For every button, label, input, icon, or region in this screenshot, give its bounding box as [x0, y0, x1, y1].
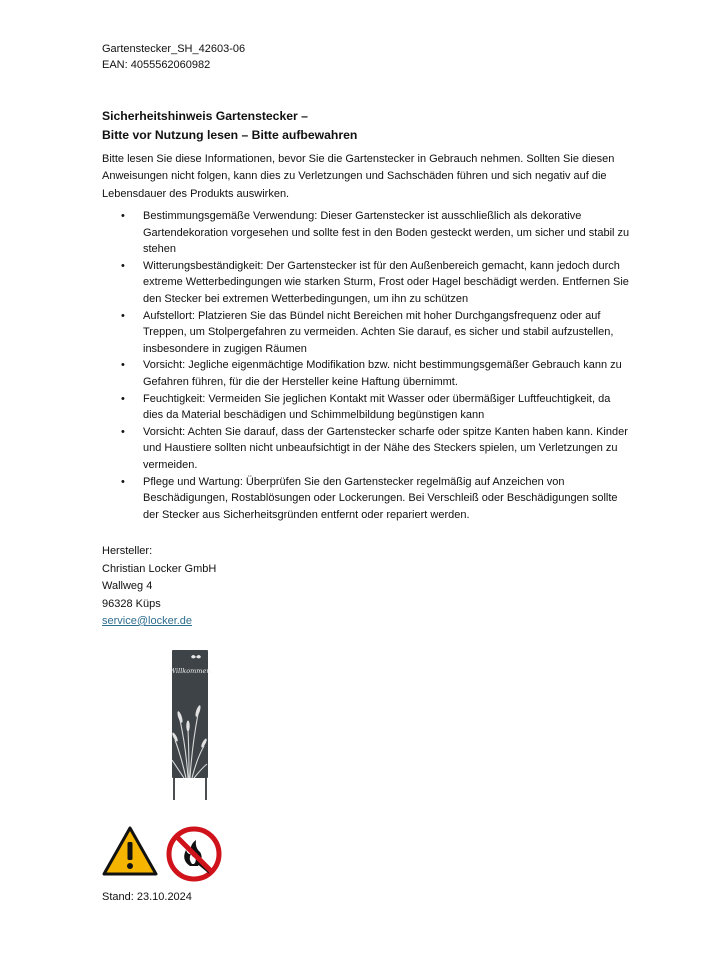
document-identifiers	[102, 41, 245, 73]
title-line-1: Sicherheitshinweis Gartenstecker –	[102, 109, 308, 123]
bullet-icon: •	[121, 309, 125, 322]
garden-stake-product-image	[166, 648, 214, 800]
bullet-icon: •	[121, 392, 125, 405]
list-item: • Vorsicht: Jegliche eigenmächtige Modifikation bzw. nicht bestimmungsgemäßer Gebrauch kann zu Gefahren führen, für die der Hersteller keine Haftung übernimmt.	[121, 359, 622, 388]
list-item: • Aufstellort: Platzieren Sie das Bündel nicht Bereichen mit hoher Durchgangsfrequenz oder auf Treppen, um Stolpergefahren zu vermeiden. Achten Sie darauf, es sicher und stabil aufzustellen, insbesondere in zugigen Räumen	[121, 309, 614, 355]
manufacturer-label: Hersteller:	[102, 545, 153, 557]
list-item: • Feuchtigkeit: Vermeiden Sie jeglichen Kontakt mit Wasser oder übermäßiger Luftfeuchtigkeit, da dies da Material beschädigen und Schimmelbildung begünstigen kann	[121, 392, 611, 422]
bullet-icon: •	[121, 359, 125, 372]
manufacturer-block	[102, 543, 216, 631]
plate-lettering: Willkommen	[169, 667, 211, 675]
list-item: • Vorsicht: Achten Sie darauf, dass der Gartenstecker scharfe oder spitze Kanten haben kann. Kinder und Haustiere sollten nicht unbeaufsichtigt in der Nähe des Steckers spielen, um Verletzungen zu vermeiden.	[121, 425, 628, 471]
manufacturer-street: Wallweg 4	[102, 580, 153, 592]
ean-code: EAN: 4055562060982	[102, 59, 211, 71]
document-title	[102, 107, 357, 145]
bullet-icon: •	[121, 475, 125, 488]
article-code: Gartenstecker_SH_42603-06	[102, 43, 246, 55]
bullet-icon: •	[121, 210, 125, 222]
warning-triangle-icon	[102, 826, 158, 876]
list-item: • Pflege und Wartung: Überprüfen Sie den Gartenstecker regelmäßig auf Anzeichen von Beschädigungen, Rostablösungen oder Lockerungen. Bei Verschleiß oder Beschädigungen sollte der Stecker aus Sicherheitsgründen entfernt oder repariert werden.	[121, 475, 618, 521]
no-open-flame-icon	[166, 826, 222, 882]
list-item: • Witterungsbeständigkeit: Der Gartenstecker ist für den Außenbereich gemacht, kann jedoch durch extreme Wetterbedingungen wie starken Sturm, Frost oder Hagel beschädigt werden. Entfernen Sie den Stecker bei extremen Wetterbedingungen, um ihn zu schützen	[121, 259, 629, 305]
manufacturer-city: 96328 Küps	[102, 597, 161, 610]
bullet-icon: •	[121, 259, 125, 272]
manufacturer-email-link[interactable]: service@locker.de	[102, 615, 193, 627]
intro-paragraph: Bitte lesen Sie diese Informationen, bevor Sie die Gartenstecker in Gebrauch nehmen. Sollten Sie diesen Anweisungen nicht folgen, kann dies zu Verletzungen und Sachschäden führen und sich negativ auf die Lebensdauer des Produkts auswirken.	[102, 153, 615, 200]
safety-hints-list	[102, 208, 632, 524]
bullet-icon: •	[121, 425, 125, 438]
list-item: • Bestimmungsgemäße Verwendung: Dieser Gartenstecker ist ausschließlich als dekorative Gartendekoration vorgesehen und sollte fest in den Boden gesteckt werden, um sicher und stabil zu stehen	[121, 210, 630, 255]
title-line-2: Bitte vor Nutzung lesen – Bitte aufbewahren	[102, 128, 358, 142]
revision-date: Stand: 23.10.2024	[102, 891, 192, 903]
manufacturer-company: Christian Locker GmbH	[102, 562, 217, 575]
